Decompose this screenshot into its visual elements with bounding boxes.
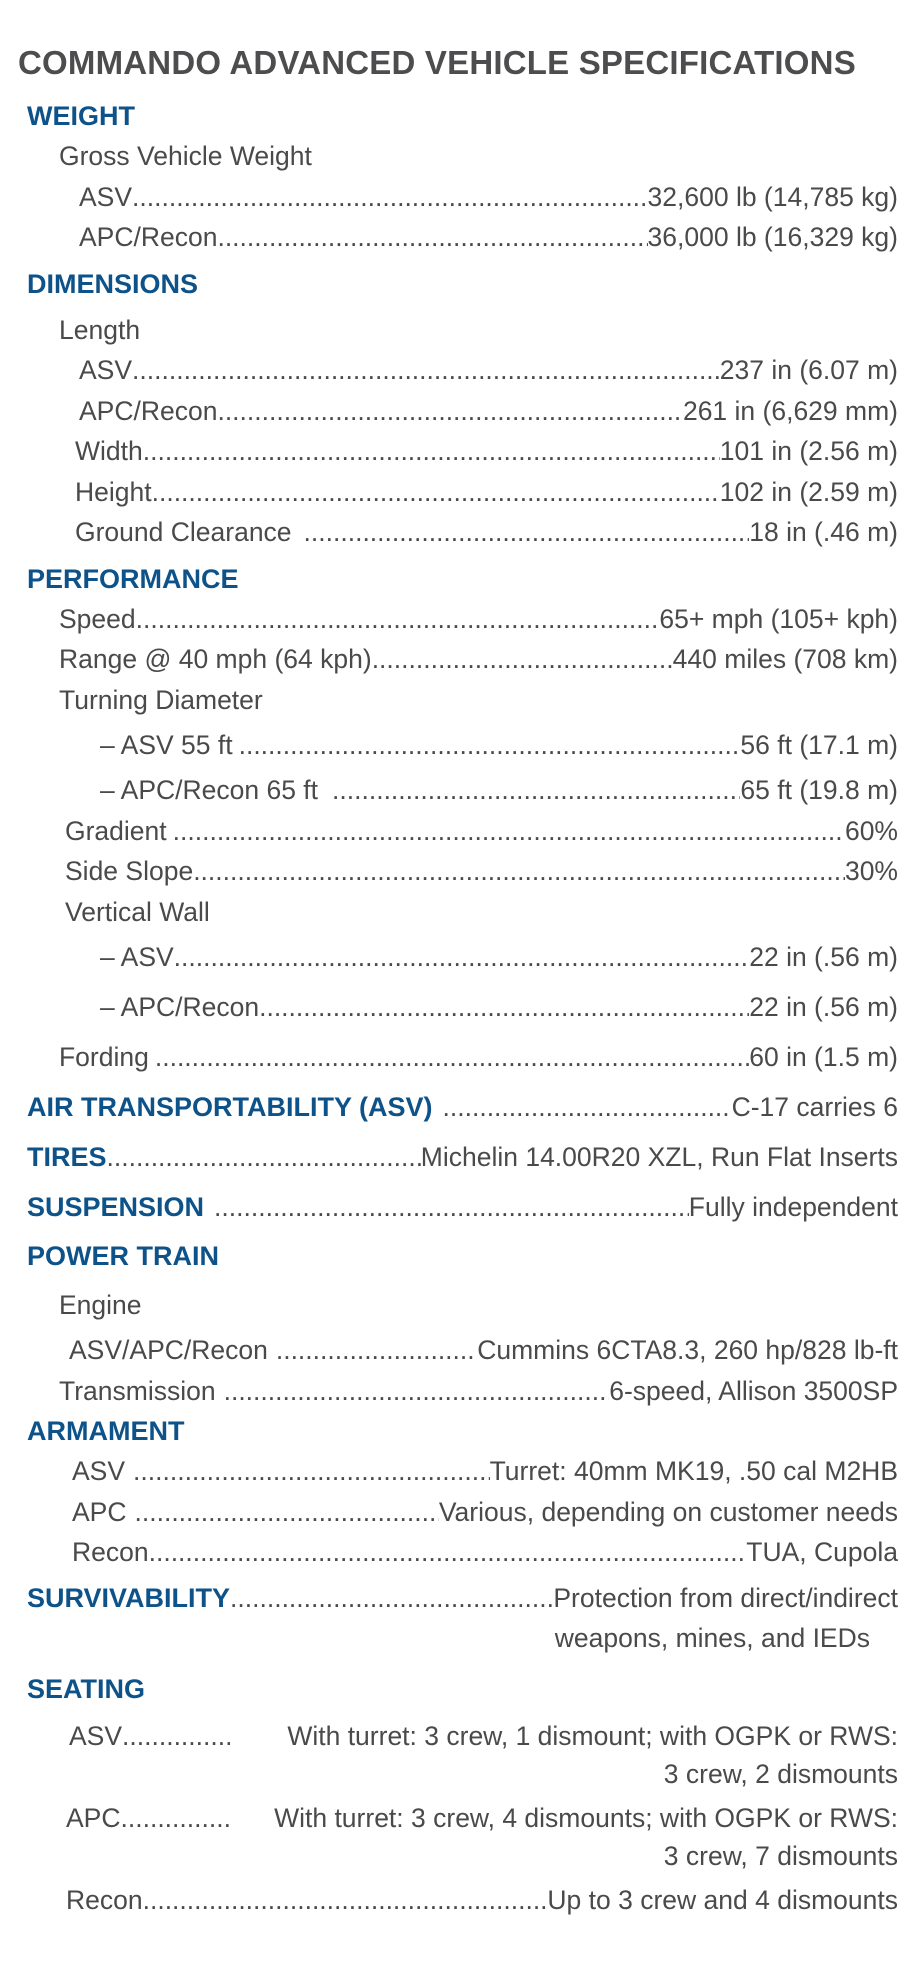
section-heading-armament: ARMAMENT bbox=[27, 1416, 185, 1446]
spec-row-survivability bbox=[27, 1573, 898, 1623]
spec-label: • Engine bbox=[59, 1290, 142, 1320]
dot-leader bbox=[155, 1032, 749, 1082]
spec-row-vertical-apc-recon bbox=[18, 982, 898, 1032]
spec-row-gradient bbox=[18, 811, 898, 852]
spec-row-weight-asv bbox=[18, 177, 898, 218]
spec-label: APC bbox=[72, 1496, 127, 1527]
spec-value: 6-speed, Allison 3500SP bbox=[609, 1375, 898, 1406]
spec-label: Recon bbox=[72, 1537, 149, 1567]
dot-leader bbox=[149, 1532, 747, 1573]
dot-leader bbox=[132, 177, 648, 218]
spec-value: 18 in (.46 m) bbox=[749, 517, 898, 547]
spec-value: 56 ft (17.1 m) bbox=[740, 730, 898, 760]
spec-label: • Fording bbox=[59, 1042, 149, 1072]
dot-leader bbox=[259, 982, 749, 1032]
spec-row-armament-recon bbox=[18, 1532, 898, 1573]
section-heading-performance: PERFORMANCE bbox=[27, 563, 239, 594]
spec-value-continuation: 3 crew, 2 dismounts bbox=[663, 1758, 898, 1789]
spec-value: Up to 3 crew and 4 dismounts bbox=[547, 1884, 898, 1915]
spec-label: • Vertical Wall bbox=[65, 896, 210, 927]
spec-value: Various, depending on customer needs bbox=[438, 1496, 898, 1527]
dot-leader bbox=[217, 391, 683, 432]
spec-value: Michelin 14.00R20 XZL, Run Flat Inserts bbox=[420, 1142, 898, 1172]
spec-row-height bbox=[18, 472, 898, 513]
spec-value: 65 ft (19.8 m) bbox=[740, 775, 898, 805]
spec-value-continuation: weapons, mines, and IEDs bbox=[554, 1622, 870, 1653]
section-heading-survivability: SURVIVABILITY bbox=[27, 1582, 231, 1613]
spec-row-vertical-asv bbox=[18, 932, 898, 982]
spec-label: ASV bbox=[69, 1720, 123, 1751]
spec-value: C-17 carries 6 bbox=[731, 1092, 898, 1122]
spec-row-side-slope bbox=[18, 851, 898, 892]
dot-leader bbox=[107, 1132, 421, 1182]
dot-leader bbox=[276, 1330, 477, 1371]
spec-label: – APC/Recon 65 ft bbox=[100, 775, 319, 805]
spec-row-transmission bbox=[18, 1371, 898, 1412]
dot-leader bbox=[135, 1492, 439, 1533]
dot-leader bbox=[217, 217, 647, 258]
dot-leader bbox=[133, 1451, 490, 1492]
spec-row-seating-asv bbox=[18, 1711, 898, 1761]
spec-row-turning-asv bbox=[18, 720, 898, 770]
section-heading-dimensions: DIMENSIONS bbox=[27, 268, 199, 299]
spec-value: With turret: 3 crew, 4 dismounts; with OGPK or RWS: bbox=[274, 1802, 898, 1833]
spec-label: ASV bbox=[79, 355, 133, 385]
dot-leader bbox=[372, 639, 673, 680]
spec-row-length-asv bbox=[18, 350, 898, 391]
spec-value: 65+ mph (105+ kph) bbox=[659, 603, 898, 634]
spec-value: 22 in (.56 m) bbox=[749, 992, 898, 1022]
spec-row-engine bbox=[18, 1330, 898, 1371]
spec-value: 440 miles (708 km) bbox=[672, 644, 898, 674]
spec-value: 22 in (.56 m) bbox=[749, 942, 898, 972]
spec-label: • Range @ 40 mph (64 kph) bbox=[59, 644, 372, 674]
spec-label: ASV/APC/Recon bbox=[69, 1335, 268, 1365]
spec-label: • Ground Clearance bbox=[75, 517, 292, 547]
dot-leader bbox=[122, 1711, 230, 1761]
dot-leader bbox=[230, 1573, 553, 1623]
spec-value: Turret: 40mm MK19, .50 cal M2HB bbox=[489, 1456, 898, 1486]
spec-label: • Turning Diameter bbox=[59, 684, 263, 715]
dot-leader bbox=[174, 932, 750, 982]
spec-row-air-transportability bbox=[27, 1082, 898, 1132]
spec-row-length-apc-recon bbox=[18, 391, 898, 432]
spec-row-width bbox=[18, 431, 898, 472]
section-heading-power-train: POWER TRAIN bbox=[27, 1241, 219, 1271]
spec-vertical-wall bbox=[18, 892, 898, 933]
dot-leader bbox=[152, 472, 720, 513]
spec-value: 102 in (2.59 m) bbox=[719, 476, 898, 507]
spec-value: 261 in (6,629 mm) bbox=[682, 395, 898, 426]
spec-label: • Gradient bbox=[65, 815, 167, 846]
dot-leader bbox=[121, 1793, 229, 1843]
spec-label: APC/Recon bbox=[79, 395, 218, 426]
dot-leader bbox=[173, 811, 845, 852]
section-heading-weight: WEIGHT bbox=[27, 101, 135, 131]
section-heading-air-transportability: AIR TRANSPORTABILITY (ASV) bbox=[27, 1092, 433, 1122]
spec-value: 36,000 lb (16,329 kg) bbox=[647, 222, 898, 252]
spec-label: • Length bbox=[59, 314, 141, 345]
section-heading-tires: TIRES bbox=[27, 1142, 107, 1172]
dot-leader bbox=[193, 851, 845, 892]
dot-leader bbox=[132, 350, 720, 391]
spec-turning-diameter bbox=[18, 680, 898, 721]
spec-label: – ASV 55 ft bbox=[100, 730, 233, 760]
spec-label: • Gross Vehicle Weight bbox=[59, 141, 312, 171]
dot-leader bbox=[239, 720, 741, 770]
dot-leader bbox=[143, 431, 720, 472]
spec-row-range bbox=[18, 639, 898, 680]
spec-label: ASV bbox=[79, 181, 133, 212]
spec-value: 60 in (1.5 m) bbox=[749, 1042, 898, 1072]
dot-leader bbox=[332, 770, 740, 811]
spec-value: 60% bbox=[844, 815, 898, 846]
spec-row-tires bbox=[27, 1132, 898, 1182]
spec-value: Protection from direct/indirect bbox=[553, 1582, 898, 1613]
dot-leader bbox=[143, 1875, 548, 1925]
spec-value: 101 in (2.56 m) bbox=[719, 436, 898, 466]
dot-leader bbox=[136, 599, 660, 640]
spec-label: • Width bbox=[75, 436, 143, 466]
spec-label: APC bbox=[66, 1802, 121, 1833]
spec-value: 30% bbox=[844, 856, 898, 886]
page-title: COMMANDO ADVANCED VEHICLE SPECIFICATIONS bbox=[18, 44, 856, 81]
spec-row-turning-apc-recon bbox=[18, 770, 898, 811]
spec-length bbox=[18, 310, 898, 351]
spec-row-armament-asv bbox=[18, 1451, 898, 1492]
spec-row-weight-apc-recon bbox=[18, 217, 898, 258]
dot-leader bbox=[443, 1082, 732, 1132]
spec-value: 32,600 lb (14,785 kg) bbox=[647, 181, 898, 212]
spec-label: – ASV bbox=[100, 942, 174, 972]
section-heading-suspension: SUSPENSION bbox=[27, 1192, 205, 1222]
spec-label: – APC/Recon bbox=[100, 992, 260, 1022]
spec-label: • Height bbox=[75, 476, 152, 507]
spec-label: • Side Slope bbox=[65, 856, 194, 886]
spec-label: ASV bbox=[72, 1456, 126, 1486]
spec-row-ground-clearance bbox=[18, 512, 898, 553]
spec-value: Cummins 6CTA8.3, 260 hp/828 lb-ft bbox=[477, 1335, 898, 1365]
spec-row-suspension bbox=[27, 1182, 898, 1232]
spec-row-speed bbox=[18, 599, 898, 640]
spec-row-seating-apc bbox=[18, 1793, 898, 1843]
spec-label: APC/Recon bbox=[79, 222, 218, 252]
spec-label: • Transmission bbox=[59, 1375, 216, 1406]
spec-row-armament-apc bbox=[18, 1492, 898, 1533]
spec-engine bbox=[18, 1280, 898, 1330]
spec-label: Recon bbox=[66, 1884, 143, 1915]
spec-value: TUA, Cupola bbox=[746, 1537, 898, 1567]
dot-leader bbox=[214, 1182, 689, 1232]
spec-row-fording bbox=[18, 1032, 898, 1082]
spec-value: With turret: 3 crew, 1 dismount; with OGPK or RWS: bbox=[287, 1720, 898, 1751]
spec-value: Fully independent bbox=[688, 1192, 898, 1222]
section-heading-seating: SEATING bbox=[27, 1673, 146, 1704]
spec-value: 237 in (6.07 m) bbox=[719, 355, 898, 385]
spec-row-seating-recon bbox=[18, 1875, 898, 1925]
spec-gross-vehicle-weight bbox=[18, 136, 898, 177]
spec-value-continuation: 3 crew, 7 dismounts bbox=[663, 1840, 898, 1871]
dot-leader bbox=[224, 1371, 610, 1412]
dot-leader bbox=[304, 512, 750, 553]
spec-label: • Speed bbox=[59, 603, 136, 634]
